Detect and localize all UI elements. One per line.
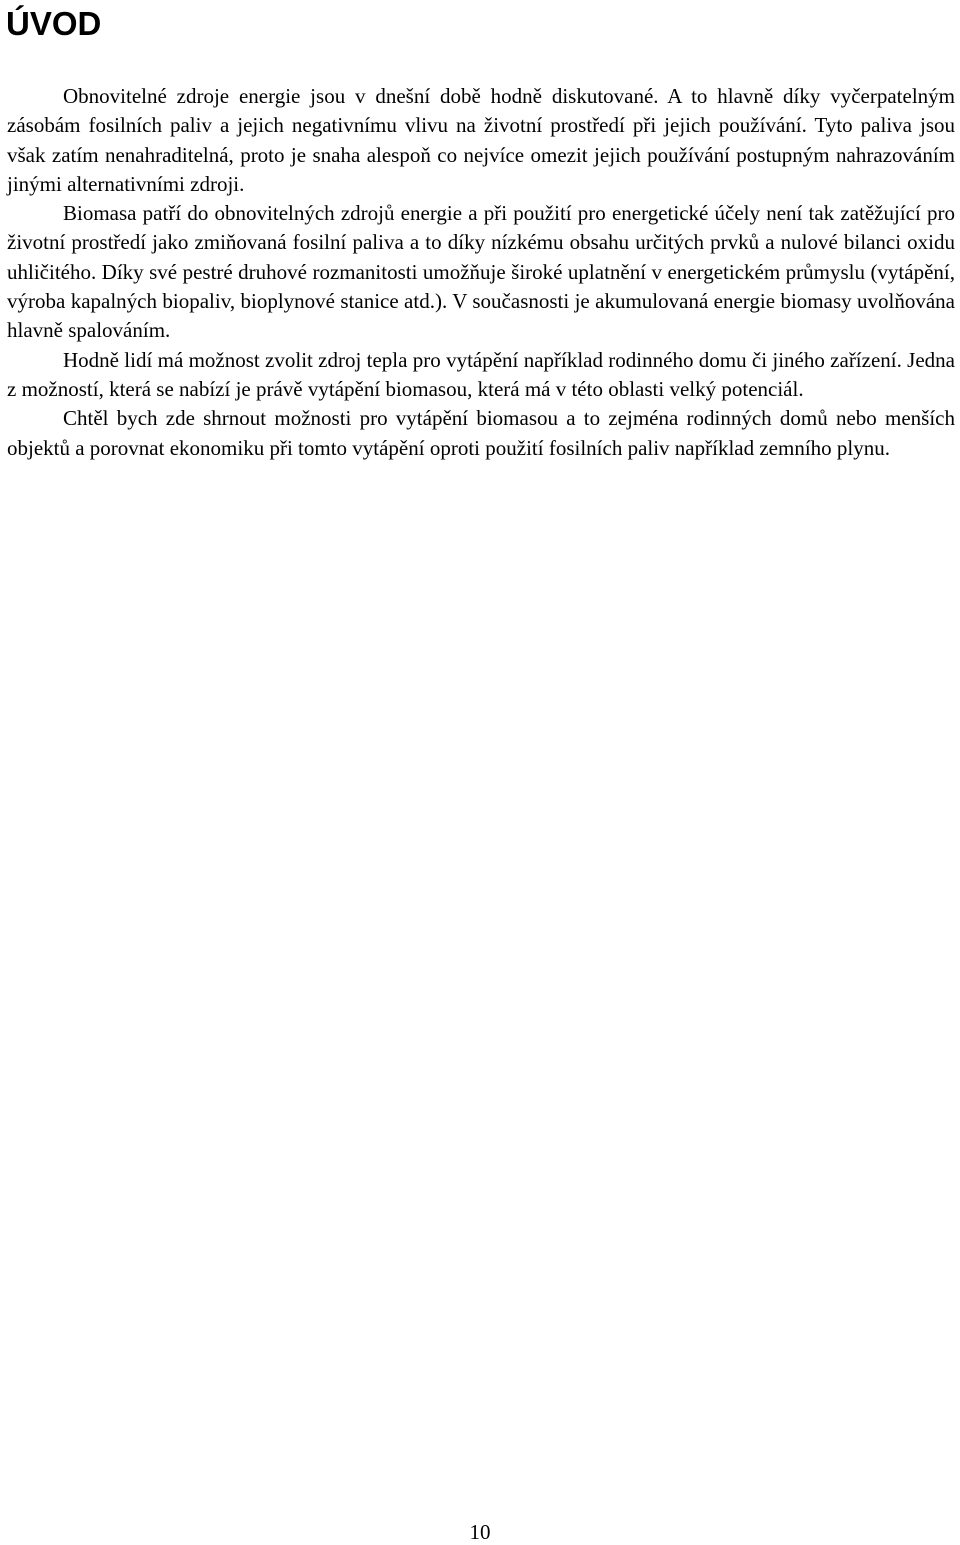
page-number: 10	[469, 1520, 491, 1544]
paragraph-heating-options: Hodně lidí má možnost zvolit zdroj tepla pro vytápění například rodinného domu či jiného zařízení. Jedna z možností, která se nabízí je právě vytápění biomasou, která má v této oblasti velký potenciál.	[7, 347, 955, 401]
document-body	[7, 82, 955, 463]
paragraph-intro: Obnovitelné zdroje energie jsou v dnešní době hodně diskutované. A to hlavně díky vyčerpatelným zásobám fosilních paliv a jejich negativnímu vlivu na životní prostředí při jejich používání. Tyto paliva jsou však zatím nenahraditelná, proto je snaha alespoň co nejvíce omezit jejich používání postupným nahrazováním jinými alternativními zdroji.	[7, 84, 955, 196]
paragraph-biomass: Biomasa patří do obnovitelných zdrojů energie a při použití pro energetické účely není tak zatěžující pro životní prostředí jako zmiňovaná fosilní paliva a to díky nízkému obsahu určitých prvků a nulové bilanci oxidu uhličitého. Díky své pestré druhové rozmanitosti umožňuje široké uplatnění v energetickém průmyslu (vytápění, výroba kapalných biopaliv, bioplynové stanice atd.). V současnosti je akumulovaná energie biomasy uvolňována hlavně spalováním.	[7, 201, 955, 343]
page-title: ÚVOD	[6, 5, 102, 42]
paragraph-goal: Chtěl bych zde shrnout možnosti pro vytápění biomasou a to zejména rodinných domů nebo menších objektů a porovnat ekonomiku při tomto vytápění oproti použití fosilních paliv například zemního plynu.	[7, 406, 955, 460]
